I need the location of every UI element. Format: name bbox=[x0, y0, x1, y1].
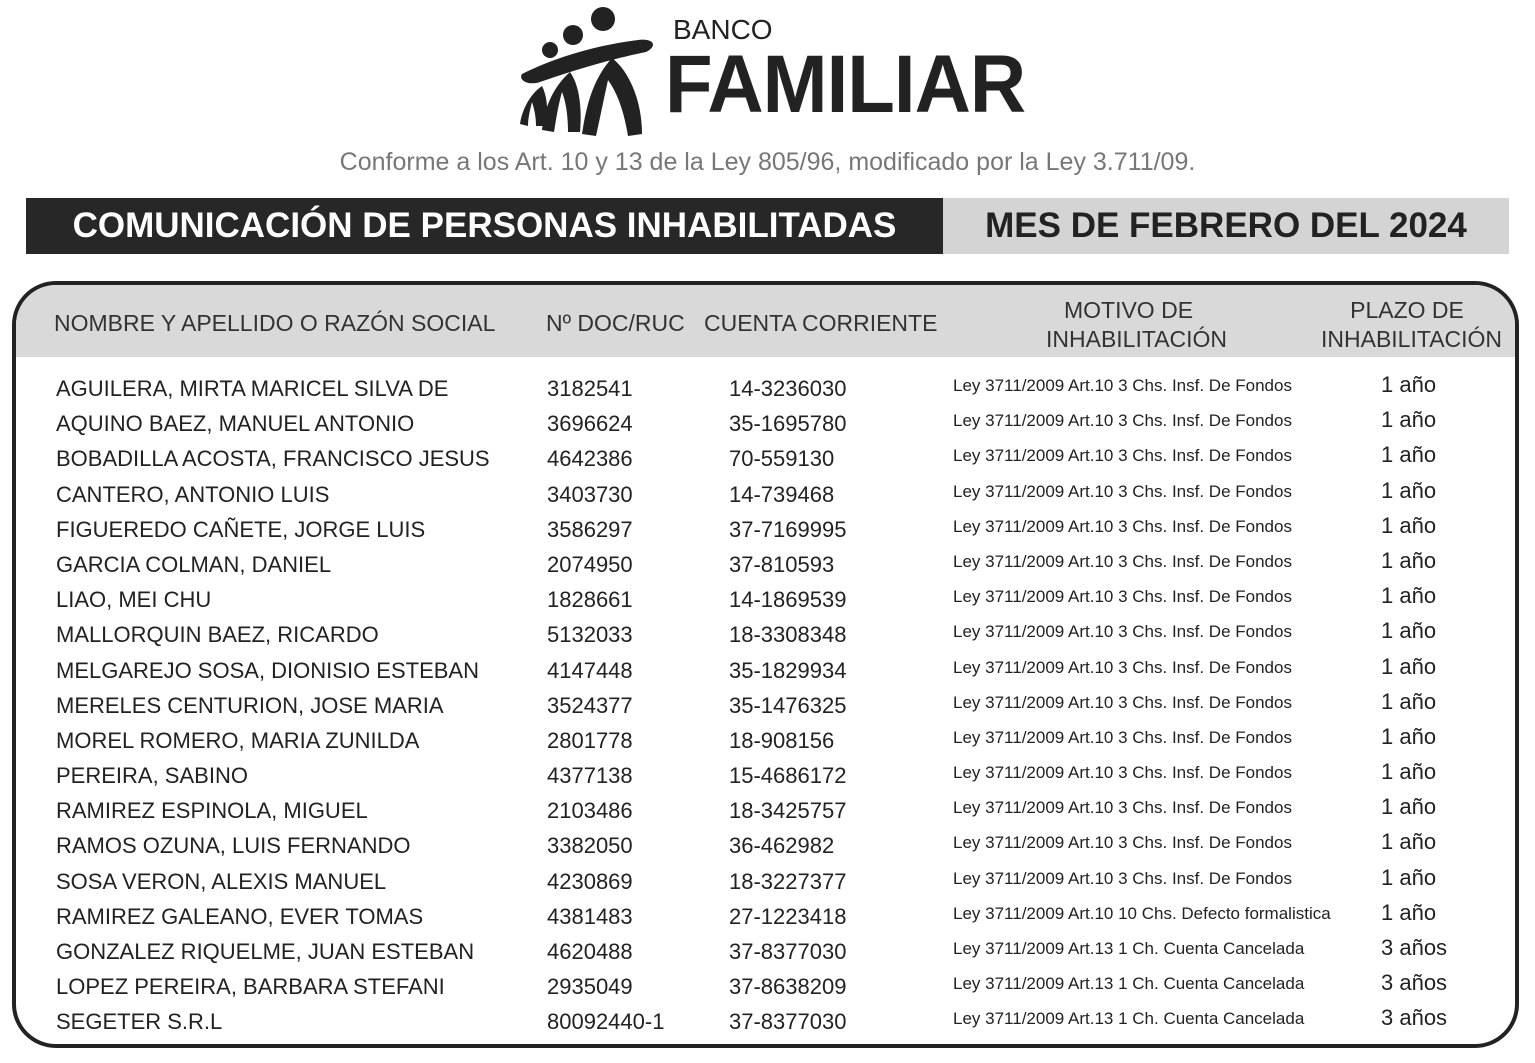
header-reason: MOTIVO DE INHABILITACIÓN bbox=[1046, 297, 1228, 352]
cell-account: 35-1695780 bbox=[729, 411, 847, 437]
cell-term: 1 año bbox=[1381, 477, 1437, 503]
header-name: NOMBRE Y APELLIDO O RAZÓN SOCIAL bbox=[54, 310, 496, 336]
table-row bbox=[16, 969, 1515, 1004]
table-row bbox=[16, 688, 1515, 723]
cell-reason: Ley 3711/2009 Art.10 3 Chs. Insf. De Fondos bbox=[953, 833, 1292, 853]
cell-term: 3 años bbox=[1381, 1005, 1448, 1031]
cell-reason: Ley 3711/2009 Art.10 3 Chs. Insf. De Fondos bbox=[953, 376, 1292, 395]
cell-doc: 3403730 bbox=[547, 481, 633, 507]
cell-term: 1 año bbox=[1381, 618, 1437, 644]
cell-term: 1 año bbox=[1381, 794, 1437, 820]
cell-doc: 4620488 bbox=[547, 939, 633, 964]
cell-term: 1 año bbox=[1381, 759, 1437, 785]
cell-doc: 2801778 bbox=[547, 727, 633, 753]
cell-reason: Ley 3711/2009 Art.10 3 Chs. Insf. De Fondos bbox=[953, 763, 1292, 783]
cell-term: 1 año bbox=[1381, 372, 1437, 397]
table-row bbox=[16, 899, 1515, 934]
cell-term: 1 año bbox=[1381, 407, 1437, 433]
cell-reason: Ley 3711/2009 Art.13 1 Ch. Cuenta Cancelada bbox=[953, 974, 1305, 994]
cell-term: 1 año bbox=[1381, 512, 1437, 538]
banner-title bbox=[26, 198, 943, 254]
cell-name: GONZALEZ RIQUELME, JUAN ESTEBAN bbox=[56, 939, 475, 964]
legal-note: Conforme a los Art. 10 y 13 de la Ley 805/96, modificado por la Ley 3.711/09. bbox=[339, 148, 1196, 176]
table-row bbox=[16, 547, 1515, 582]
cell-reason: Ley 3711/2009 Art.10 3 Chs. Insf. De Fondos bbox=[953, 622, 1292, 642]
logo-banco-text: BANCO bbox=[673, 14, 773, 45]
cell-name: SOSA VERON, ALEXIS MANUEL bbox=[56, 868, 387, 894]
cell-account: 37-7169995 bbox=[729, 516, 847, 542]
cell-term: 3 años bbox=[1381, 935, 1448, 960]
cell-name: RAMIREZ ESPINOLA, MIGUEL bbox=[56, 798, 368, 824]
cell-doc: 4377138 bbox=[547, 763, 633, 789]
cell-reason: Ley 3711/2009 Art.10 3 Chs. Insf. De Fondos bbox=[953, 551, 1292, 571]
banner-period-text: MES DE FEBRERO DEL 2024 bbox=[985, 206, 1467, 245]
cell-name: AQUINO BAEZ, MANUEL ANTONIO bbox=[56, 411, 415, 437]
table-row bbox=[16, 512, 1515, 547]
cell-doc: 3182541 bbox=[547, 376, 633, 401]
table-header bbox=[16, 285, 1515, 357]
cell-doc: 5132033 bbox=[547, 622, 633, 648]
table-row bbox=[16, 1004, 1515, 1039]
table-row bbox=[16, 934, 1515, 969]
cell-account: 35-1476325 bbox=[729, 692, 847, 718]
cell-doc: 3696624 bbox=[547, 411, 633, 437]
table-row bbox=[16, 617, 1515, 652]
cell-name: SEGETER S.R.L bbox=[56, 1009, 223, 1035]
cell-name: MOREL ROMERO, MARIA ZUNILDA bbox=[56, 727, 420, 753]
cell-reason: Ley 3711/2009 Art.10 3 Chs. Insf. De Fondos bbox=[953, 516, 1292, 536]
cell-name: AGUILERA, MIRTA MARICEL SILVA DE bbox=[56, 376, 449, 401]
cell-account: 27-1223418 bbox=[729, 903, 847, 929]
banner-period bbox=[943, 198, 1509, 254]
cell-account: 37-8377030 bbox=[729, 1009, 847, 1035]
table-row bbox=[16, 582, 1515, 617]
table-row bbox=[16, 406, 1515, 441]
cell-doc: 4147448 bbox=[547, 657, 633, 683]
cell-reason: Ley 3711/2009 Art.10 10 Chs. Defecto formalistica bbox=[953, 903, 1331, 923]
cell-doc: 1828661 bbox=[547, 587, 633, 613]
cell-reason: Ley 3711/2009 Art.10 3 Chs. Insf. De Fondos bbox=[953, 692, 1292, 712]
cell-reason: Ley 3711/2009 Art.13 1 Ch. Cuenta Cancelada bbox=[953, 1009, 1305, 1029]
cell-term: 1 año bbox=[1381, 688, 1437, 714]
cell-account: 14-3236030 bbox=[729, 376, 847, 401]
disqualified-table bbox=[12, 281, 1519, 1048]
family-figures-icon bbox=[520, 2, 660, 140]
cell-doc: 3524377 bbox=[547, 692, 633, 718]
cell-doc: 2935049 bbox=[547, 974, 633, 1000]
cell-account: 36-462982 bbox=[729, 833, 835, 859]
cell-account: 18-908156 bbox=[729, 727, 835, 753]
table-row bbox=[16, 864, 1515, 899]
cell-account: 37-8377030 bbox=[729, 939, 847, 964]
cell-term: 3 años bbox=[1381, 970, 1448, 996]
cell-account: 18-3425757 bbox=[729, 798, 847, 824]
cell-doc: 2074950 bbox=[547, 551, 633, 577]
table-row bbox=[16, 723, 1515, 758]
cell-doc: 4381483 bbox=[547, 903, 633, 929]
cell-account: 35-1829934 bbox=[729, 657, 847, 683]
cell-account: 18-3227377 bbox=[729, 868, 847, 894]
table-body bbox=[16, 371, 1515, 1040]
cell-term: 1 año bbox=[1381, 653, 1437, 679]
cell-account: 15-4686172 bbox=[729, 763, 847, 789]
cell-doc: 2103486 bbox=[547, 798, 633, 824]
header-term: PLAZO DE INHABILITACIÓN bbox=[1321, 297, 1503, 352]
table-row bbox=[16, 828, 1515, 863]
header-doc: Nº DOC/RUC bbox=[546, 310, 685, 336]
cell-reason: Ley 3711/2009 Art.10 3 Chs. Insf. De Fondos bbox=[953, 446, 1292, 466]
cell-name: LOPEZ PEREIRA, BARBARA STEFANI bbox=[56, 974, 445, 1000]
cell-doc: 4642386 bbox=[547, 446, 633, 472]
cell-name: MERELES CENTURION, JOSE MARIA bbox=[56, 692, 444, 718]
cell-account: 70-559130 bbox=[729, 446, 835, 472]
cell-name: PEREIRA, SABINO bbox=[56, 763, 248, 789]
banner-title-text: COMUNICACIÓN DE PERSONAS INHABILITADAS bbox=[72, 206, 897, 245]
cell-doc: 4230869 bbox=[547, 868, 633, 894]
cell-name: BOBADILLA ACOSTA, FRANCISCO JESUS bbox=[56, 446, 490, 472]
cell-name: RAMOS OZUNA, LUIS FERNANDO bbox=[56, 833, 411, 859]
cell-doc: 3382050 bbox=[547, 833, 633, 859]
cell-term: 1 año bbox=[1381, 864, 1437, 890]
cell-reason: Ley 3711/2009 Art.10 3 Chs. Insf. De Fondos bbox=[953, 868, 1292, 888]
cell-term: 1 año bbox=[1381, 547, 1437, 573]
cell-name: MALLORQUIN BAEZ, RICARDO bbox=[56, 622, 379, 648]
cell-reason: Ley 3711/2009 Art.10 3 Chs. Insf. De Fondos bbox=[953, 657, 1292, 677]
cell-term: 1 año bbox=[1381, 442, 1437, 468]
cell-reason: Ley 3711/2009 Art.10 3 Chs. Insf. De Fondos bbox=[953, 727, 1292, 747]
table-row bbox=[16, 793, 1515, 828]
table-row bbox=[16, 653, 1515, 688]
logo-familiar-text: FAMILIAR bbox=[665, 39, 1026, 130]
cell-doc: 80092440-1 bbox=[547, 1009, 665, 1035]
cell-term: 1 año bbox=[1381, 899, 1437, 925]
table-row bbox=[16, 441, 1515, 476]
cell-account: 37-8638209 bbox=[729, 974, 847, 1000]
cell-name: GARCIA COLMAN, DANIEL bbox=[56, 551, 332, 577]
cell-account: 37-810593 bbox=[729, 551, 835, 577]
cell-term: 1 año bbox=[1381, 829, 1437, 855]
cell-name: FIGUEREDO CAÑETE, JORGE LUIS bbox=[56, 516, 426, 542]
table-row bbox=[16, 371, 1515, 406]
cell-doc: 3586297 bbox=[547, 516, 633, 542]
cell-term: 1 año bbox=[1381, 723, 1437, 749]
cell-name: MELGAREJO SOSA, DIONISIO ESTEBAN bbox=[56, 657, 479, 683]
cell-name: CANTERO, ANTONIO LUIS bbox=[56, 481, 330, 507]
table-row bbox=[16, 477, 1515, 512]
cell-term: 1 año bbox=[1381, 583, 1437, 609]
cell-reason: Ley 3711/2009 Art.10 3 Chs. Insf. De Fondos bbox=[953, 798, 1292, 818]
cell-name: RAMIREZ GALEANO, EVER TOMAS bbox=[56, 903, 424, 929]
cell-reason: Ley 3711/2009 Art.10 3 Chs. Insf. De Fondos bbox=[953, 587, 1292, 607]
table-row bbox=[16, 758, 1515, 793]
cell-account: 18-3308348 bbox=[729, 622, 847, 648]
cell-account: 14-739468 bbox=[729, 481, 835, 507]
header-account: CUENTA CORRIENTE bbox=[704, 310, 938, 336]
cell-account: 14-1869539 bbox=[729, 587, 847, 613]
cell-reason: Ley 3711/2009 Art.10 3 Chs. Insf. De Fondos bbox=[953, 481, 1292, 501]
cell-reason: Ley 3711/2009 Art.10 3 Chs. Insf. De Fondos bbox=[953, 411, 1292, 431]
cell-name: LIAO, MEI CHU bbox=[56, 587, 212, 613]
cell-reason: Ley 3711/2009 Art.13 1 Ch. Cuenta Cancelada bbox=[953, 939, 1305, 958]
